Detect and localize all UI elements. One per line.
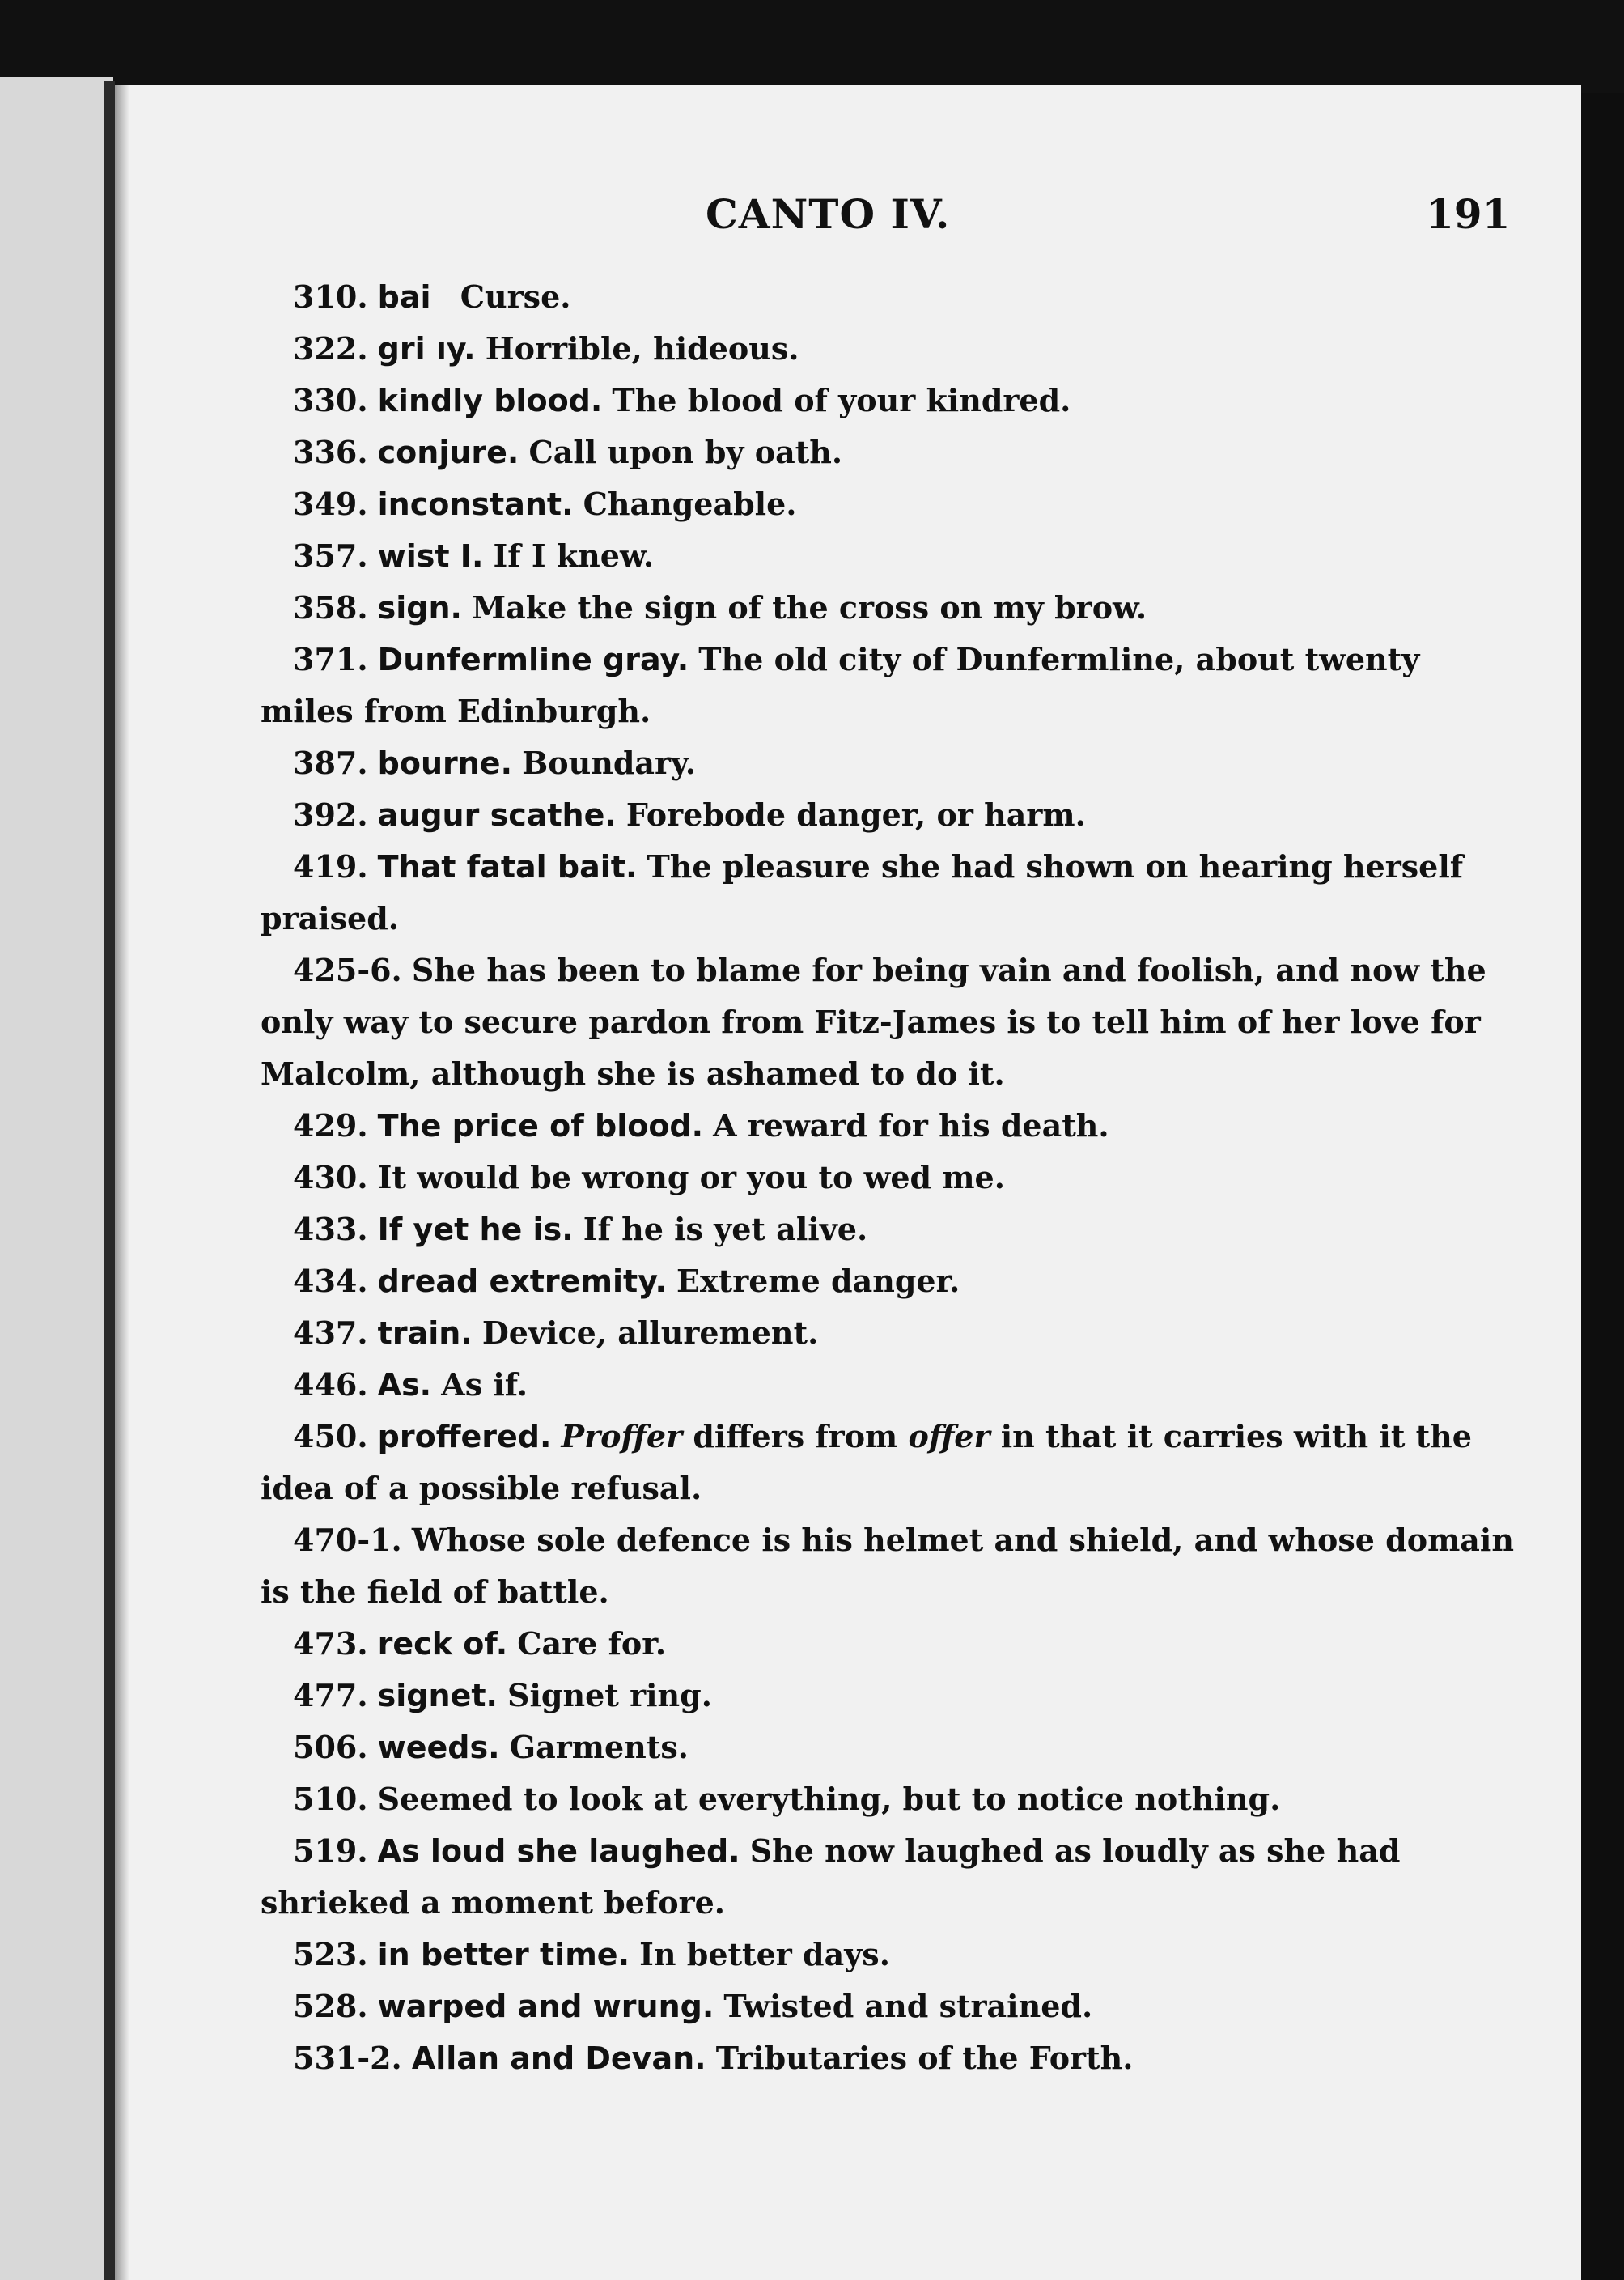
left-page-margin: [0, 77, 113, 2280]
note-477: 477. signet. Signet ring.: [293, 1677, 712, 1713]
gutter-shadow: [115, 85, 129, 2280]
note-528: 528. warped and wrung. Twisted and strained.: [293, 1988, 1093, 2024]
note-371: 371. Dunfermline gray. The old city of Dunfermline, about twenty miles from Edinburgh.: [261, 641, 1420, 729]
note-523: 523. in better time. In better days.: [293, 1936, 890, 1972]
book-page: [115, 85, 1581, 2280]
note-450: 450. proffered. Proffer differs from offer in that it carries with it the idea of a possible refusal.: [261, 1418, 1472, 1506]
note-433: 433. If yet he is. If he is yet alive.: [293, 1211, 868, 1247]
note-510: 510. Seemed to look at everything, but to notice nothing.: [293, 1781, 1281, 1817]
note-419: 419. That fatal bait. The pleasure she had shown on hearing herself praised.: [261, 848, 1464, 936]
note-349: 349. inconstant. Changeable.: [293, 486, 797, 522]
scan-border: [1581, 93, 1624, 2280]
note-519: 519. As loud she laughed. She now laughed as loudly as she had shrieked a moment before.: [261, 1832, 1401, 1921]
note-310: 310. bai Curse.: [293, 278, 571, 315]
note-392: 392. augur scathe. Forebode danger, or harm.: [293, 796, 1086, 833]
note-357: 357. wist I. If I knew.: [293, 537, 655, 574]
note-446: 446. As. As if.: [293, 1366, 528, 1403]
note-506: 506. weeds. Garments.: [293, 1729, 689, 1765]
note-387: 387. bourne. Boundary.: [293, 745, 697, 781]
note-473: 473. reck of. Care for.: [293, 1625, 667, 1662]
note-429: 429. The price of blood. A reward for his death.: [293, 1107, 1109, 1144]
note-430: 430. It would be wrong or you to wed me.: [293, 1159, 1005, 1195]
note-336: 336. conjure. Call upon by oath.: [293, 434, 843, 470]
note-425-6: 425-6. She has been to blame for being vain and foolish, and now the only way to secure pardon from Fitz-James is to tell him of her love for Malcolm, although she is ashamed to do it.: [261, 952, 1486, 1092]
note-358: 358. sign. Make the sign of the cross on my brow.: [293, 589, 1147, 626]
running-head: CANTO IV.: [706, 190, 951, 238]
note-330: 330. kindly blood. The blood of your kindred.: [293, 382, 1071, 418]
page-number: 191: [1426, 190, 1511, 238]
page-gutter: [104, 81, 115, 2280]
note-437: 437. train. Device, allurement.: [293, 1314, 819, 1351]
note-470-1: 470-1. Whose sole defence is his helmet and shield, and whose domain is the field of battle.: [261, 1522, 1514, 1610]
note-531-2: 531-2. Allan and Devan. Tributaries of the Forth.: [293, 2040, 1134, 2076]
note-434: 434. dread extremity. Extreme danger.: [293, 1263, 960, 1299]
note-322: 322. gri ıy. Horrible, hideous.: [293, 330, 799, 367]
notes-list: [261, 271, 1523, 2084]
